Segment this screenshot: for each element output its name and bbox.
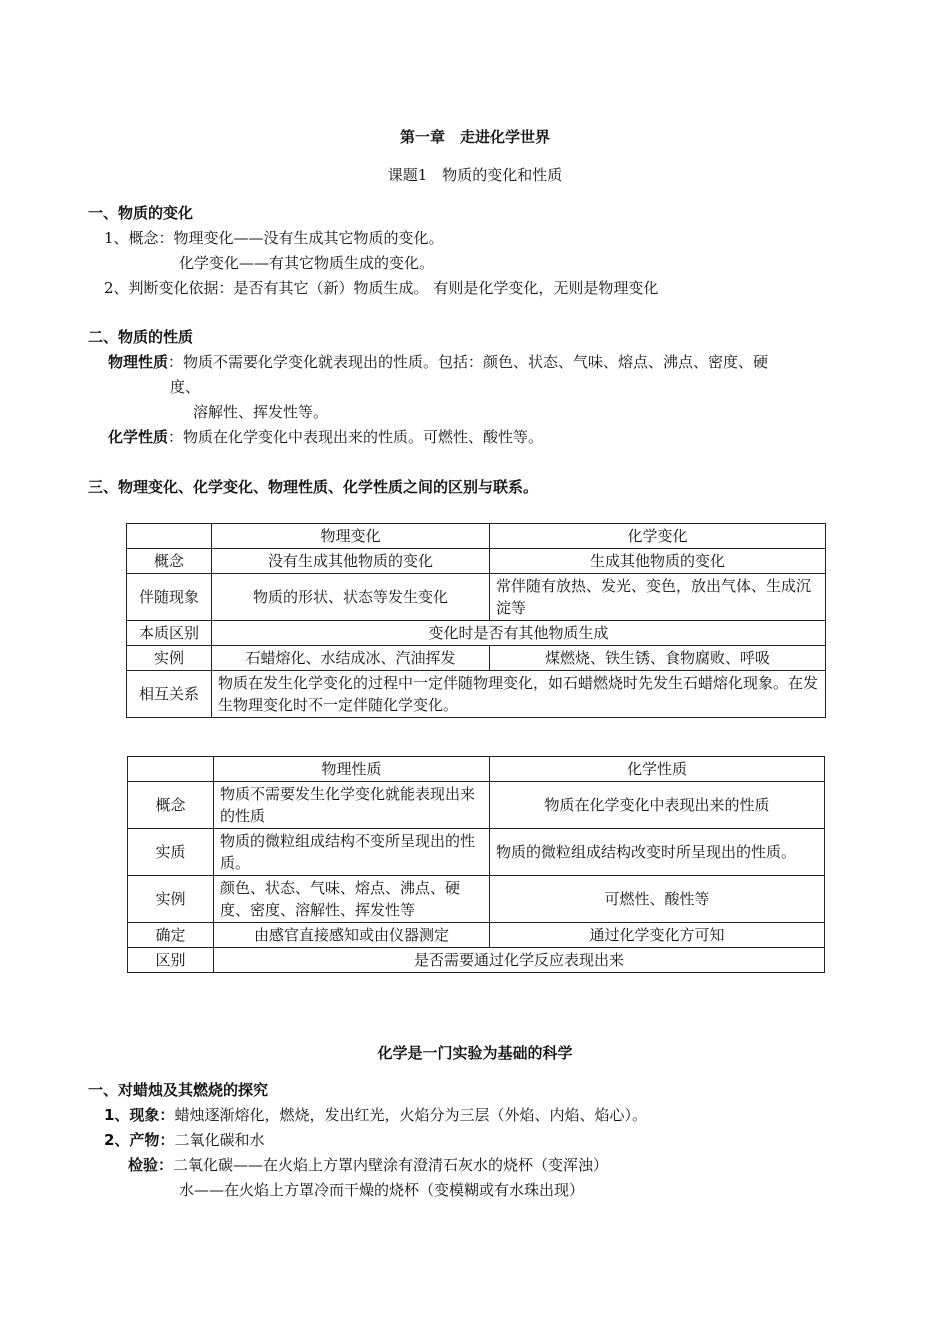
judgement-basis: 2、判断变化依据：是否有其它（新）物质生成。 有则是化学变化，无则是物理变化 — [104, 279, 659, 297]
products-text: 二氧化碳和水 — [174, 1131, 265, 1149]
table-header-cell: 化学变化 — [490, 524, 826, 549]
table-row — [127, 671, 826, 718]
table-row — [127, 549, 826, 574]
section-heading-candle: 一、对蜡烛及其燃烧的探究 — [88, 1081, 269, 1099]
table-cell: 通过化学变化方可知 — [490, 923, 825, 948]
candle-products — [104, 1130, 264, 1150]
concept-chemical-change: 化学变化——有其它物质生成的变化。 — [179, 254, 435, 272]
candle-check — [128, 1155, 608, 1175]
table-row — [127, 621, 826, 646]
physical-property-cont: 溶解性、挥发性等。 — [193, 403, 329, 421]
physical-property-text: ：物质不需要化学变化就表现出的性质。包括：颜色、状态、气味、熔点、沸点、密度、硬 — [168, 353, 769, 371]
table-cell: 物质在发生化学变化的过程中一定伴随物理变化，如石蜡燃烧时先发生石蜡熔化现象。在发生物理变化时不一定伴随化学变化。 — [212, 671, 826, 718]
row-label: 伴随现象 — [127, 574, 212, 621]
row-label: 概念 — [127, 549, 212, 574]
table-row — [127, 646, 826, 671]
table-cell — [127, 524, 212, 549]
table-cell: 生成其他物质的变化 — [490, 549, 826, 574]
check-co2-text: 二氧化碳——在火焰上方罩内壁涂有澄清石灰水的烧杯（变浑浊） — [173, 1156, 609, 1174]
section-heading-relations: 三、物理变化、化学变化、物理性质、化学性质之间的区别与联系。 — [88, 478, 539, 496]
physical-property-line — [108, 352, 768, 372]
table-cell: 没有生成其他物质的变化 — [212, 549, 490, 574]
row-label: 相互关系 — [127, 671, 212, 718]
changes-table — [126, 523, 826, 718]
physical-property-label: 物理性质 — [108, 353, 169, 371]
concept-physical-change: 1、概念：物理变化——没有生成其它物质的变化。 — [104, 229, 444, 247]
table-cell: 物质不需要发生化学变化就能表现出来的性质 — [214, 782, 490, 829]
chemical-property-text: ：物质在化学变化中表现出来的性质。可燃性、酸性等。 — [168, 428, 544, 446]
table-cell: 煤燃烧、铁生锈、食物腐败、呼吸 — [490, 646, 826, 671]
table-header-cell: 物理性质 — [214, 757, 490, 782]
table-row — [127, 524, 826, 549]
section-heading-changes: 一、物质的变化 — [88, 204, 194, 222]
part2-title: 化学是一门实验为基础的科学 — [377, 1044, 573, 1062]
section-heading-properties: 二、物质的性质 — [88, 328, 194, 346]
table-cell: 物质的微粒组成结构改变时所呈现出的性质。 — [490, 829, 825, 876]
row-label: 实例 — [127, 646, 212, 671]
table-cell: 颜色、状态、气味、熔点、沸点、硬度、密度、溶解性、挥发性等 — [214, 876, 490, 923]
lesson-title: 课题1 物质的变化和性质 — [387, 166, 563, 184]
row-label: 实质 — [128, 829, 214, 876]
table-row — [128, 923, 825, 948]
products-label: 2、产物： — [104, 1131, 175, 1149]
chemical-property-line — [108, 427, 543, 447]
table-cell: 常伴随有放热、发光、变色，放出气体、生成沉淀等 — [490, 574, 826, 621]
phenomenon-text: 蜡烛逐渐熔化，燃烧，发出红光，火焰分为三层（外焰、内焰、焰心）。 — [174, 1106, 647, 1124]
check-label: 检验： — [128, 1156, 174, 1174]
row-label: 概念 — [128, 782, 214, 829]
chapter-title: 第一章 走进化学世界 — [399, 128, 550, 146]
check-water-text: 水——在火焰上方罩冷而干燥的烧杯（变模糊或有水珠出现） — [179, 1181, 585, 1199]
table-cell: 石蜡熔化、水结成冰、汽油挥发 — [212, 646, 490, 671]
table-row — [127, 574, 826, 621]
table-row — [128, 948, 825, 973]
table-cell: 可燃性、酸性等 — [490, 876, 825, 923]
row-label: 确定 — [128, 923, 214, 948]
row-label: 区别 — [128, 948, 214, 973]
phenomenon-label: 1、现象： — [104, 1106, 175, 1124]
table-header-cell: 化学性质 — [490, 757, 825, 782]
table-cell: 物质的微粒组成结构不变所呈现出的性质。 — [214, 829, 490, 876]
table-header-cell: 物理变化 — [212, 524, 490, 549]
table-row — [128, 782, 825, 829]
physical-property-wrap: 度、 — [170, 378, 201, 396]
properties-table — [127, 756, 825, 973]
chemical-property-label: 化学性质 — [108, 428, 169, 446]
table-cell: 物质在化学变化中表现出来的性质 — [490, 782, 825, 829]
table-cell — [128, 757, 214, 782]
row-label: 本质区别 — [127, 621, 212, 646]
row-label: 实例 — [128, 876, 214, 923]
table-cell: 物质的形状、状态等发生变化 — [212, 574, 490, 621]
table-row — [128, 876, 825, 923]
table-row — [128, 829, 825, 876]
table-cell: 变化时是否有其他物质生成 — [212, 621, 826, 646]
table-row — [128, 757, 825, 782]
table-cell: 由感官直接感知或由仪器测定 — [214, 923, 490, 948]
candle-phenomenon — [104, 1105, 647, 1125]
table-cell: 是否需要通过化学反应表现出来 — [214, 948, 825, 973]
